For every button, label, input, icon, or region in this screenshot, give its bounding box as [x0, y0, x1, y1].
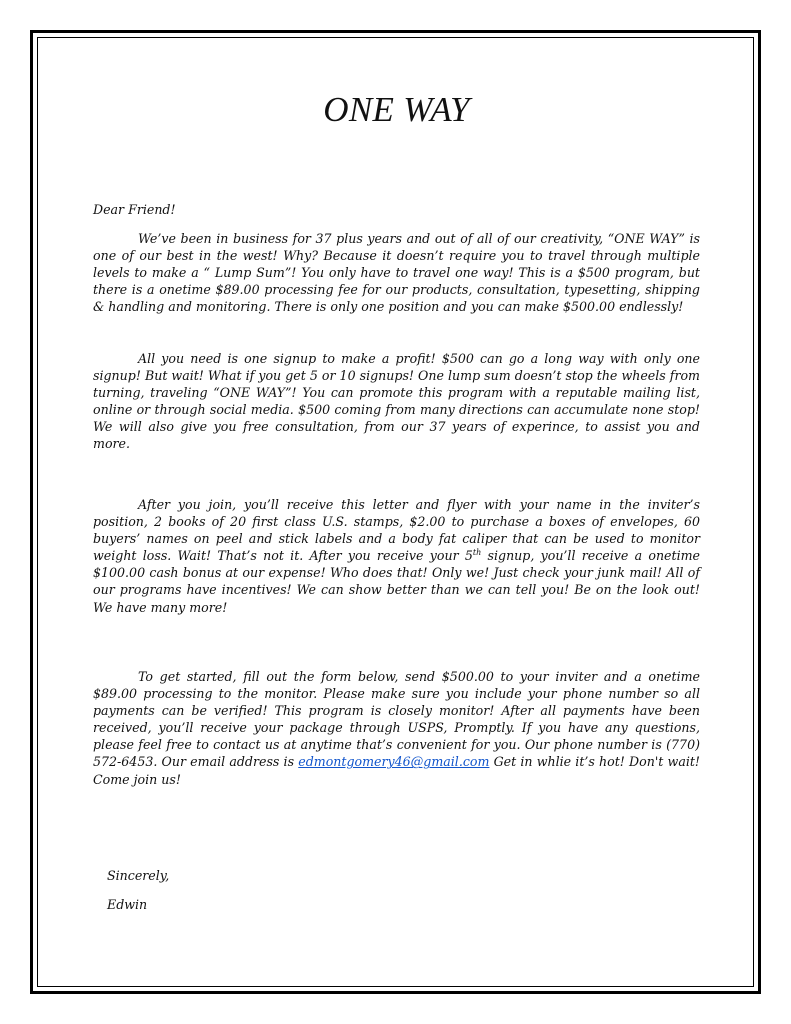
paragraph-package: [93, 496, 700, 616]
email-link[interactable]: edmontgomery46@gmail.com: [298, 754, 490, 770]
ordinal-suffix: th: [472, 548, 482, 558]
paragraph-signup: All you need is one signup to make a profit! $500 can go a long way with only one signup! But wait! What if you get 5 or 10 signups! One lump sum doesn’t stop the wheels from turning, traveling “ONE WAY”! You can promote this program with a reputable mailing list, online or through social media. $500 coming from many directions can accumulate none stop! We will also give you free consultation, from our 37 years of experince, to assist you and more.: [93, 351, 700, 452]
paragraph-get-started-text: To get started, fill out the form below, send $500.00 to your inviter and a onetime $89.00 processing to the monitor. Please make sure you include your phone number so all payments can be verified! This program is closely monitor! After all payments have been received, you’ll receive your package through USPS, Promptly. If you have any questions, please feel free to contact us at anytime that’s convenient for you. Our phone number is (770) 572-6453. Our email address is: [93, 669, 700, 770]
signature: Edwin: [107, 897, 148, 912]
paragraph-get-started: [93, 668, 700, 788]
paragraph-get-started-text-cont: Get in whlie it’s hot! Don't wait! Come join us!: [93, 754, 700, 787]
paragraph-intro: We’ve been in business for 37 plus years and out of all of our creativity, “ONE WAY” is one of our best in the west! Why? Because it doesn’t require you to travel through multiple levels to make a “ Lump Sum”! You only have to travel one way! This is a $500 program, but there is a onetime $89.00 processing fee for our products, consultation, typesetting, shipping & handling and monitoring. There is only one position and you can make $500.00 endlessly!: [93, 231, 700, 315]
letter-title: ONE WAY: [323, 90, 470, 129]
paragraph-package-text-cont: signup, you’ll receive a onetime $100.00 cash bonus at our expense! Who does that! Only we! Just check your junk mail! All of our programs have incentives! We can show better than we can tell you! Be on the look out! We have many more!: [93, 548, 700, 615]
paragraph-package-text: After you join, you’ll receive this letter and flyer with your name in the inviter’s position, 2 books of 20 first class U.S. stamps, $2.00 to purchase a boxes of envelopes, 60 buyers’ names on peel and stick labels and a body fat caliper that can be used to monitor weight loss. Wait! That’s not it. After you receive your 5: [93, 497, 700, 564]
closing: Sincerely,: [107, 868, 170, 883]
salutation: Dear Friend!: [93, 202, 176, 217]
